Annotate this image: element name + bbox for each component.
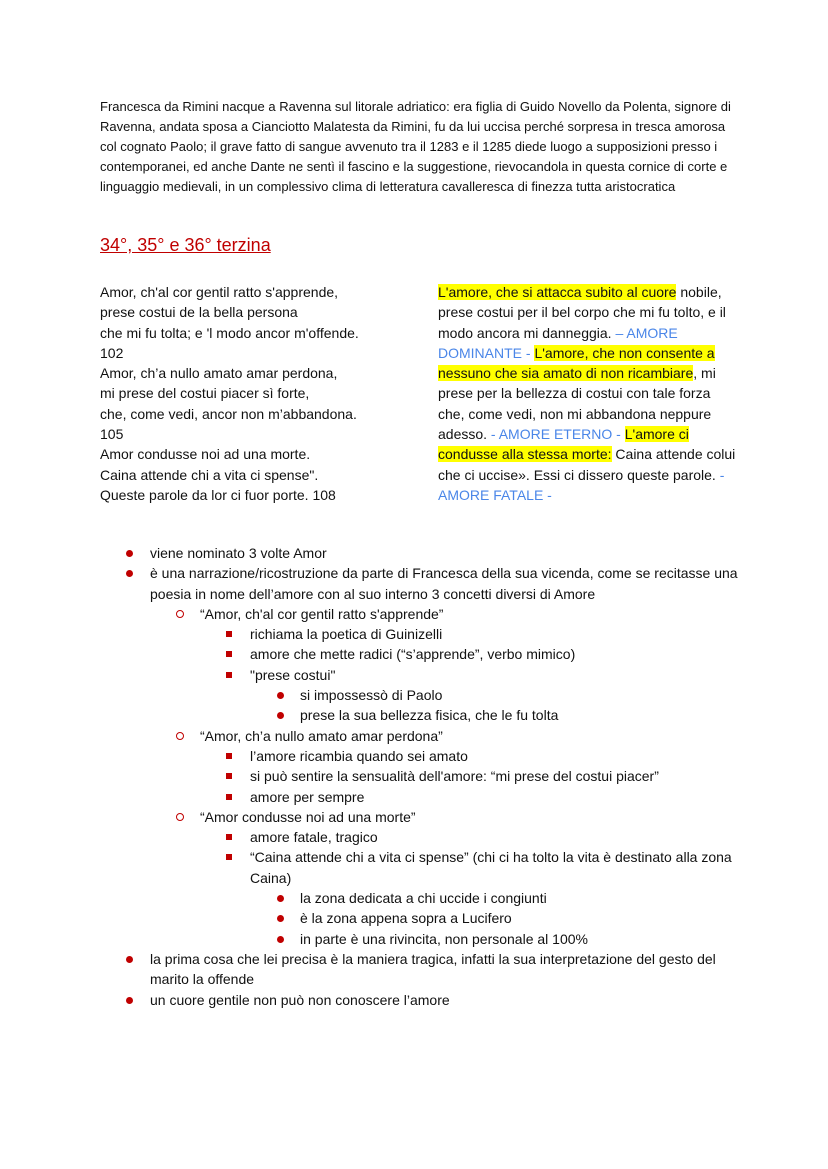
- note-item-level-3: [100, 787, 740, 807]
- bullet-icon: [226, 651, 232, 657]
- bullet-icon: [126, 550, 133, 557]
- poem-line: Amor, ch'al cor gentil ratto s'apprende,: [100, 284, 339, 300]
- note-item-level-1: [100, 990, 740, 1010]
- note-text: è una narrazione/ricostruzione da parte di Francesca della sua vicenda, come se recitasse una poesia in nome dell’amore con al suo interno 3 concetti diversi di Amore: [150, 565, 738, 602]
- note-item-level-1: [100, 543, 740, 563]
- highlight-text: L'amore ci condusse alla stessa morte:: [438, 426, 689, 463]
- note-text: la prima cosa che lei precisa è la maniera tragica, infatti la sua interpretazione del gesto del marito la offende: [150, 950, 716, 988]
- poem-line: Caina attende chi a vita ci spense".: [100, 466, 319, 483]
- bullet-icon: [176, 813, 184, 821]
- note-item-level-2: [100, 726, 740, 746]
- note-item-level-4: [100, 685, 740, 705]
- note-text: “Caina attende chi a vita ci spense” (chi ci ha tolto la vita è destinato alla zona Caina): [250, 849, 732, 886]
- note-text: amore per sempre: [250, 788, 365, 805]
- note-text: l’amore ricambia quando sei amato: [250, 747, 468, 764]
- note-text: “Amor condusse noi ad una morte”: [200, 808, 416, 825]
- translation-text: nobile, prese costui per il bel corpo che mi fu tolto, e il modo ancora mi danneggia.: [438, 284, 726, 341]
- note-text: amore fatale, tragico: [250, 829, 378, 846]
- bullet-icon: [226, 631, 232, 637]
- intro-paragraph: Francesca da Rimini nacque a Ravenna sul litorale adriatico: era figlia di Guido Novello da Polenta, signore di Ravenna, andata sposa a Cianciotto Malatesta da Rimini, fu da lui uccisa perché sorpresa in tresca amorosa col cognato Paolo; il grave fatto di sangue avvenuto tra il 1283 e il 1285 diede luogo a supposizioni presso i contemporanei, ed anche Dante ne sentì il fascino e la suggestione, rievocandola in questa cornice di corte e linguaggio medievali, in un complessivo clima di letteratura cavalleresca di finezza tutta aristocratica: [100, 99, 731, 194]
- poem-line: mi prese del costui piacer sì forte,: [100, 385, 310, 402]
- note-item-level-2: [100, 604, 740, 624]
- bullet-icon: [176, 610, 184, 618]
- bullet-icon: [277, 915, 284, 922]
- note-text: si può sentire la sensualità dell'amore: “mi prese del costui piacer”: [250, 768, 659, 785]
- poem-original: [100, 282, 420, 505]
- note-item-level-3: [100, 766, 740, 786]
- note-text: amore che mette radici (“s’apprende”, verbo mimico): [250, 646, 576, 663]
- notes-list: [100, 543, 740, 1010]
- translation-text: , mi prese per la bellezza di costui con tale forza che, come vedi, non mi abbandona neppure adesso.: [438, 365, 716, 443]
- bullet-icon: [277, 895, 284, 902]
- bullet-icon: [226, 753, 232, 759]
- note-text: in parte è una rivincita, non personale al 100%: [300, 930, 588, 947]
- bullet-icon: [226, 854, 232, 860]
- verse-number: 105: [100, 426, 124, 443]
- note-text: “Amor, ch'al cor gentil ratto s'apprende”: [200, 605, 444, 622]
- highlight-text: L'amore, che si attacca subito al cuore: [438, 284, 677, 300]
- poem-translation: [438, 282, 738, 505]
- poem-line: Amor, ch’a nullo amato amar perdona,: [100, 365, 338, 382]
- note-text: è la zona appena sopra a Lucifero: [300, 910, 512, 927]
- note-item-level-2: [100, 807, 740, 827]
- note-item-level-3: [100, 847, 740, 888]
- bullet-icon: [226, 773, 232, 779]
- note-item-level-3: [100, 644, 740, 664]
- note-text: la zona dedicata a chi uccide i congiunti: [300, 890, 547, 907]
- note-text: prese la sua bellezza fisica, che le fu tolta: [300, 707, 559, 724]
- note-text: viene nominato 3 volte Amor: [150, 545, 327, 561]
- note-item-level-3: [100, 624, 740, 644]
- note-item-level-4: [100, 908, 740, 928]
- section-heading: 34°, 35° e 36° terzina: [100, 235, 271, 255]
- note-item-level-1: [100, 949, 740, 990]
- note-item-level-1: [100, 563, 740, 604]
- note-text: richiama la poetica di Guinizelli: [250, 626, 443, 643]
- bullet-icon: [277, 692, 284, 699]
- love-type-tag: - AMORE FATALE -: [438, 466, 725, 503]
- note-item-level-4: [100, 705, 740, 725]
- poem-line: che, come vedi, ancor non m’abbandona.: [100, 405, 357, 422]
- bullet-icon: [226, 834, 232, 840]
- poem-line: Queste parole da lor ci fuor porte. 108: [100, 486, 336, 503]
- note-item-level-3: [100, 746, 740, 766]
- note-text: si impossessò di Paolo: [300, 687, 443, 704]
- note-item-level-4: [100, 929, 740, 949]
- note-text: “Amor, ch’a nullo amato amar perdona”: [200, 727, 443, 744]
- poem-line: che mi fu tolta; e 'l modo ancor m'offende.: [100, 324, 359, 341]
- bullet-icon: [226, 794, 232, 800]
- poem-line: Amor condusse noi ad una morte.: [100, 446, 311, 463]
- bullet-icon: [126, 997, 133, 1004]
- note-item-level-3: [100, 827, 740, 847]
- love-type-tag: - AMORE ETERNO -: [487, 426, 621, 443]
- bullet-icon: [176, 732, 184, 740]
- bullet-icon: [126, 956, 133, 963]
- note-item-level-3: [100, 665, 740, 685]
- translation-text: Caina attende colui che ci uccise». Essi ci dissero queste parole.: [438, 446, 736, 483]
- verse-number: 102: [100, 344, 124, 361]
- bullet-icon: [226, 672, 232, 678]
- note-text: "prese costui": [250, 666, 336, 683]
- highlight-text: L'amore, che non consente a nessuno che sia amato di non ricambiare: [438, 344, 715, 382]
- bullet-icon: [277, 712, 284, 719]
- love-type-tag: – AMORE DOMINANTE -: [438, 324, 678, 361]
- note-text: un cuore gentile non può non conoscere l’amore: [150, 991, 450, 1008]
- bullet-icon: [126, 570, 133, 577]
- note-item-level-4: [100, 888, 740, 908]
- poem-line: prese costui de la bella persona: [100, 304, 298, 321]
- bullet-icon: [277, 936, 284, 943]
